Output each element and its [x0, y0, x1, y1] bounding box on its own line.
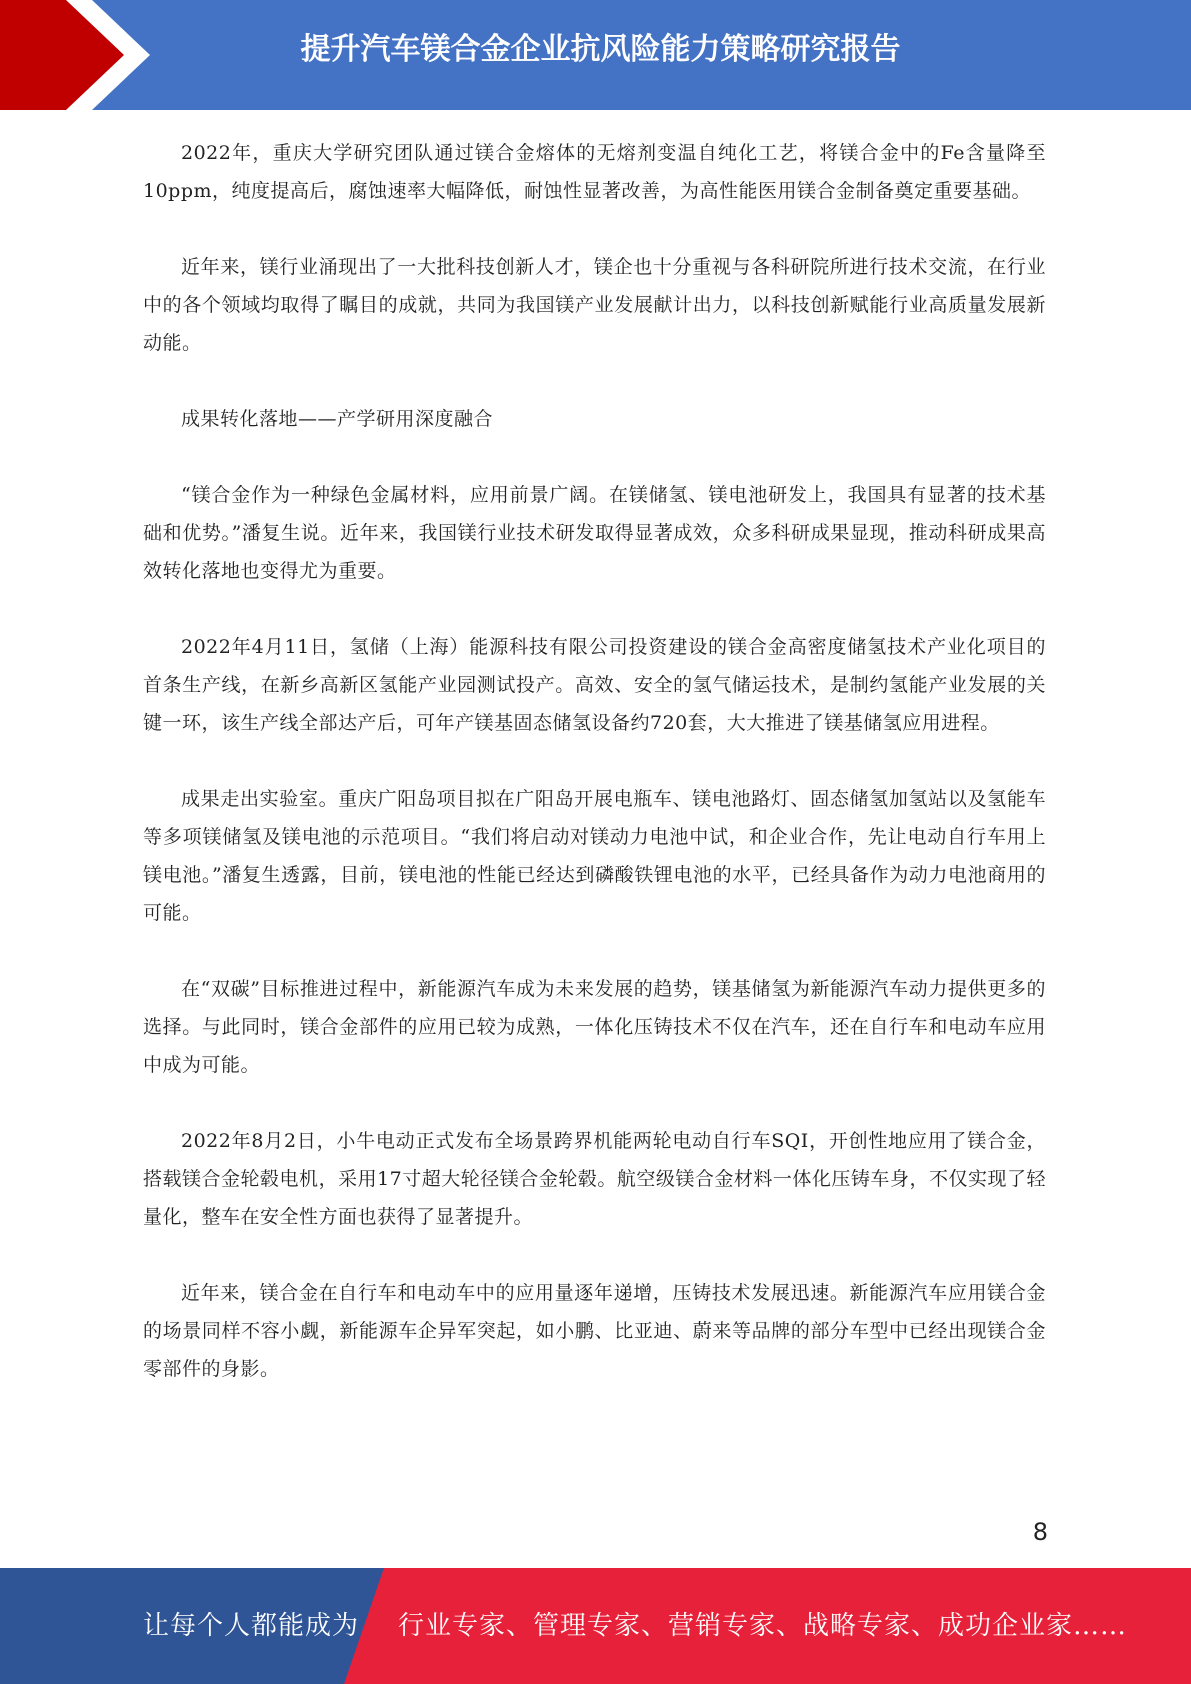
paragraph-8: 近年来，镁合金在自行车和电动车中的应用量逐年递增，压铸技术发展迅速。新能源汽车应用镁合金的场景同样不容小觑，新能源车企异军突起，如小鹏、比亚迪、蔚来等品牌的部分车型中已经出现镁合金零部件的身影。: [143, 1282, 1046, 1380]
section-heading: 成果转化落地——产学研用深度融合: [181, 408, 494, 430]
footer-slogan-right: 行业专家、管理专家、营销专家、战略专家、成功企业家……: [398, 1611, 1128, 1641]
article-body: [143, 134, 1046, 1426]
page-number: 8: [1032, 1518, 1048, 1546]
paragraph-4: 2022年4月11日，氢储（上海）能源科技有限公司投资建设的镁合金高密度储氢技术产业化项目的首条生产线，在新乡高新区氢能产业园测试投产。高效、安全的氢气储运技术，是制约氢能产业发展的关键一环，该生产线全部达产后，可年产镁基固态储氢设备约720套，大大推进了镁基储氢应用进程。: [143, 636, 1046, 734]
page-header: [0, 0, 1191, 110]
footer-slogan-left: 让每个人都能成为: [143, 1611, 360, 1641]
paragraph-2: 近年来，镁行业涌现出了一大批科技创新人才，镁企也十分重视与各科研院所进行技术交流，在行业中的各个领域均取得了瞩目的成就，共同为我国镁产业发展献计出力，以科技创新赋能行业高质量发展新动能。: [143, 256, 1046, 354]
paragraph-6: 在“双碳”目标推进过程中，新能源汽车成为未来发展的趋势，镁基储氢为新能源汽车动力提供更多的选择。与此同时，镁合金部件的应用已较为成熟，一体化压铸技术不仅在汽车，还在自行车和电动车应用中成为可能。: [143, 978, 1046, 1076]
report-title: 提升汽车镁合金企业抗风险能力策略研究报告: [300, 32, 901, 67]
paragraph-1: 2022年，重庆大学研究团队通过镁合金熔体的无熔剂变温自纯化工艺，将镁合金中的Fe含量降至10ppm，纯度提高后，腐蚀速率大幅降低，耐蚀性显著改善，为高性能医用镁合金制备奠定重要基础。: [143, 142, 1046, 202]
paragraph-3: “镁合金作为一种绿色金属材料，应用前景广阔。在镁储氢、镁电池研发上，我国具有显著的技术基础和优势。”潘复生说。近年来，我国镁行业技术研发取得显著成效，众多科研成果显现，推动科研成果高效转化落地也变得尤为重要。: [143, 484, 1046, 582]
page-footer: [0, 1568, 1191, 1684]
paragraph-7: 2022年8月2日，小牛电动正式发布全场景跨界机能两轮电动自行车SQI，开创性地应用了镁合金，搭载镁合金轮毂电机，采用17寸超大轮径镁合金轮毂。航空级镁合金材料一体化压铸车身，不仅实现了轻量化，整车在安全性方面也获得了显著提升。: [143, 1130, 1046, 1228]
paragraph-5: 成果走出实验室。重庆广阳岛项目拟在广阳岛开展电瓶车、镁电池路灯、固态储氢加氢站以及氢能车等多项镁储氢及镁电池的示范项目。“我们将启动对镁动力电池中试，和企业合作，先让电动自行车用上镁电池。”潘复生透露，目前，镁电池的性能已经达到磷酸铁锂电池的水平，已经具备作为动力电池商用的可能。: [143, 788, 1046, 924]
